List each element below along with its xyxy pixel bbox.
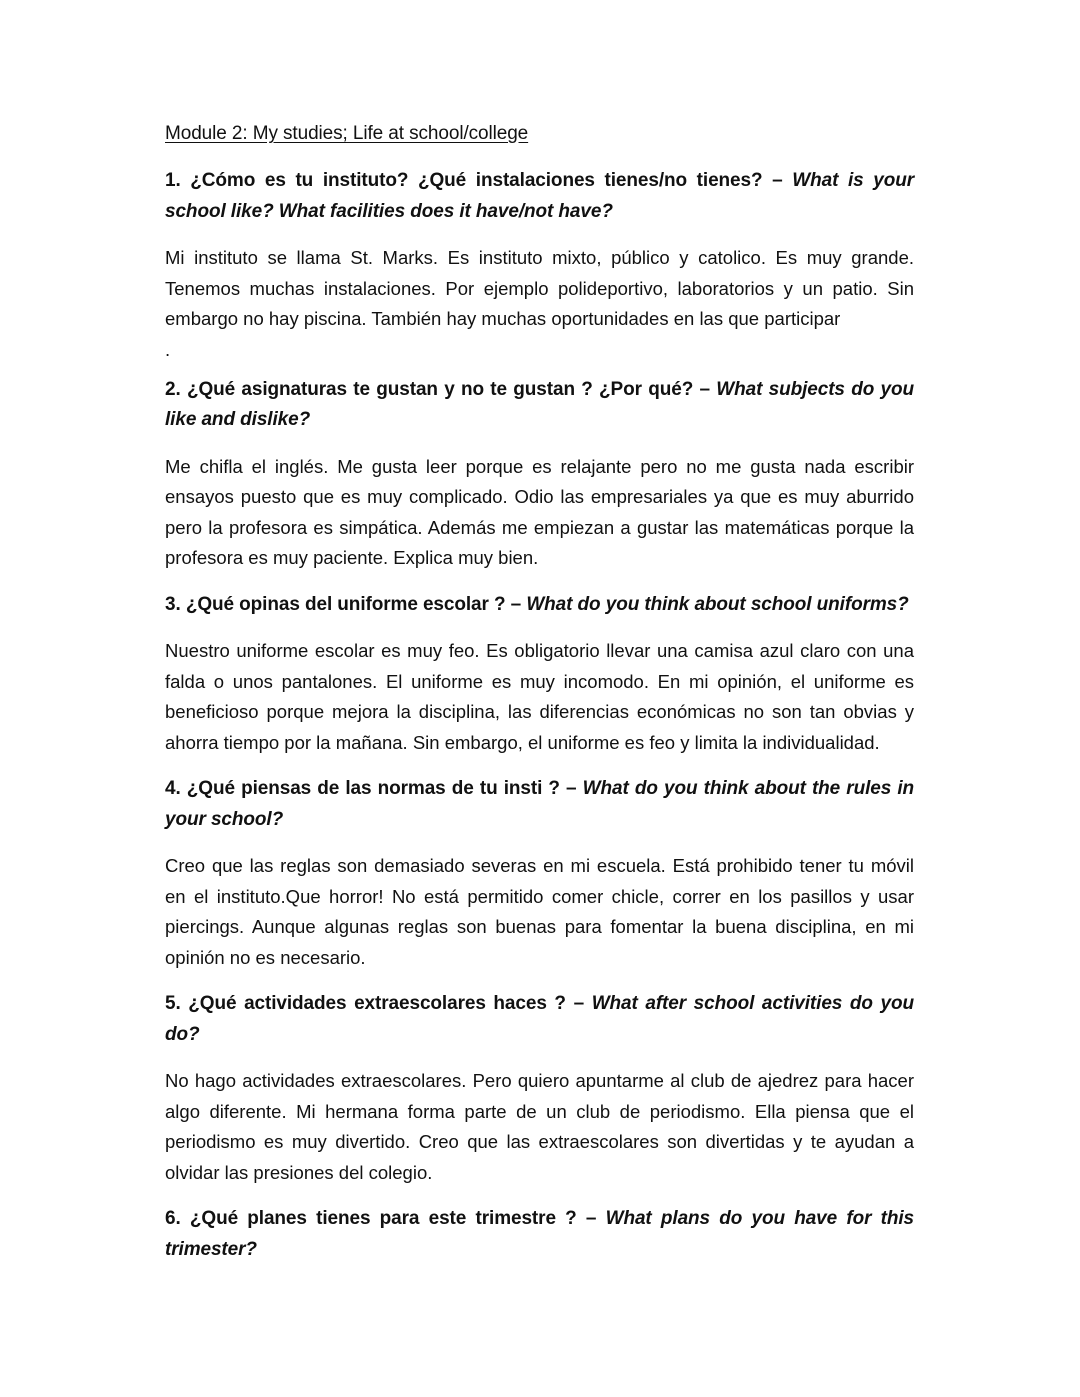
question-6-english: What plans do you have for this trimester?	[165, 1208, 914, 1260]
question-3-english: What do you think about school uniforms?	[526, 593, 909, 615]
question-2-spanish: 2. ¿Qué asignaturas te gustan y no te gustan ? ¿Por qué? –	[165, 378, 710, 400]
answer-5: No hago actividades extraescolares. Pero quiero apuntarme al club de ajedrez para hacer algo diferente. Mi hermana forma parte de un club de periodismo. Ella piensa que el periodismo es muy divertido. Creo que las extraescolares son divertidas y te ayudan a olvidar las presiones del colegio.	[165, 1070, 914, 1183]
question-1-spanish: 1. ¿Cómo es tu instituto? ¿Qué instalaciones tienes/no tienes? –	[165, 170, 783, 191]
document-title: Module 2: My studies; Life at school/college	[165, 123, 529, 144]
answer-4: Creo que las reglas son demasiado severas en mi escuela. Está prohibido tener tu móvil en el instituto.Que horror! No está permitido comer chicle, correr en los pasillos y usar piercings. Aunque algunas reglas son buenas para fomentar la buena disciplina, en mi opinión no es necesario.	[165, 855, 914, 968]
question-5-english: What after school activities do you do?	[165, 993, 915, 1045]
question-6-spanish: 6. ¿Qué planes tienes para este trimestre ? –	[165, 1208, 597, 1229]
answer-1-text: Mi instituto se llama St. Marks. Es instituto mixto, público y catolico. Es muy grande. Tenemos muchas instalaciones. Por ejemplo polideportivo, laboratorios y un patio. Sin embargo no hay piscina. También hay muchas oportunidades en las que participar	[165, 247, 914, 329]
question-2	[165, 375, 914, 436]
question-4-spanish: 4. ¿Qué piensas de las normas de tu insti ? –	[165, 778, 577, 799]
document-page	[165, 120, 914, 1281]
question-5	[165, 989, 914, 1050]
answer-3: Nuestro uniforme escolar es muy feo. Es obligatorio llevar una camisa azul claro con una falda o unos pantalones. El uniforme es muy incomodo. En mi opinión, el uniforme es beneficioso porque mejora la disciplina, las diferencias económicas no son tan obvias y ahorra tiempo por la mañana. Sin embargo, el uniforme es feo y limita la individualidad.	[165, 640, 914, 753]
answer-1	[165, 243, 914, 365]
question-1-english: What is your school like? What facilities does it have/not have?	[165, 170, 915, 222]
question-4	[165, 774, 914, 835]
answer-2: Me chifla el inglés. Me gusta leer porque es relajante pero no me gusta nada escribir ensayos puesto que es muy complicado. Odio las empresariales ya que es muy aburrido pero la profesora es simpática. Además me empiezan a gustar las matemáticas porque la profesora es muy paciente. Explica muy bien.	[165, 455, 914, 568]
question-3	[165, 590, 914, 621]
question-1	[165, 166, 914, 227]
question-4-english: What do you think about the rules in your school?	[165, 778, 915, 830]
question-5-spanish: 5. ¿Qué actividades extraescolares haces ? –	[165, 993, 585, 1014]
question-3-spanish: 3. ¿Qué opinas del uniforme escolar ? –	[165, 593, 522, 615]
question-2-english: What subjects do you like and dislike?	[165, 378, 914, 430]
answer-1-trailing-dot: .	[165, 338, 171, 360]
question-6	[165, 1204, 914, 1265]
